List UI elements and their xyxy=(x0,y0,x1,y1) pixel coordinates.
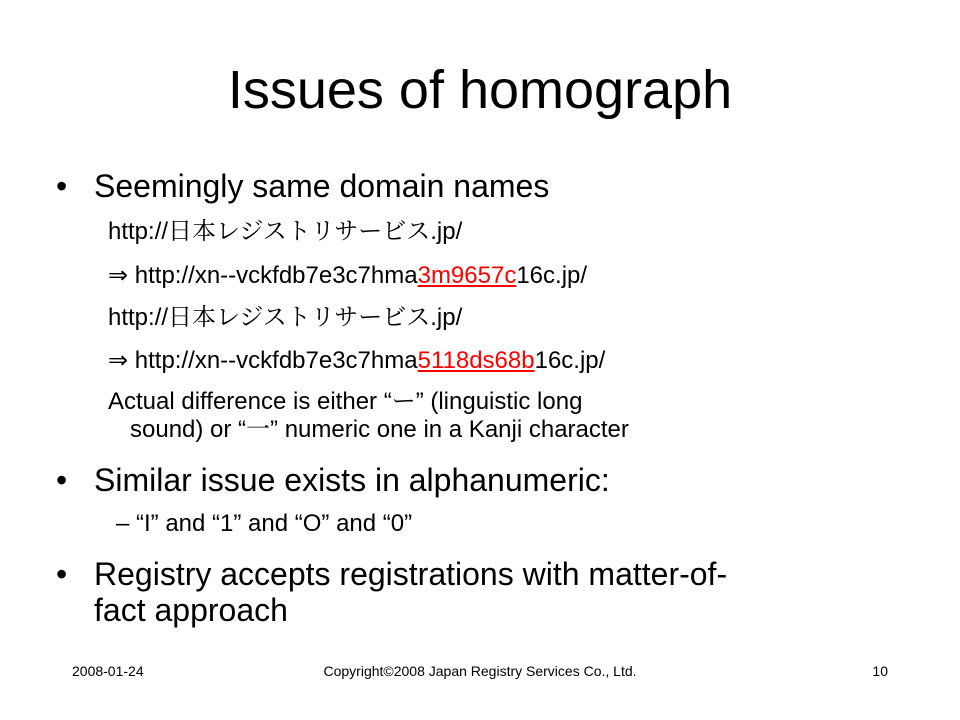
sub-line-difference-note xyxy=(108,388,629,444)
footer-date: 2008-01-24 xyxy=(72,663,144,679)
sub-line-punycode-2 xyxy=(108,347,605,375)
bullet-text: Similar issue exists in alphanumeric: xyxy=(94,462,610,498)
bullet-text-line-1: Registry accepts registrations with matter-of- xyxy=(94,556,728,592)
bullet-similar-issue xyxy=(56,462,610,498)
punycode-suffix: 16c.jp/ xyxy=(516,262,588,289)
punycode-prefix: ⇒ http://xn--vckfdb7e3c7hma xyxy=(108,262,418,289)
slide-title: Issues of homograph xyxy=(227,60,733,120)
sub-line-alphanumeric xyxy=(116,510,413,538)
punycode-prefix: ⇒ http://xn--vckfdb7e3c7hma xyxy=(108,347,418,374)
footer-page-number: 10 xyxy=(872,663,888,679)
bullet-seemingly-same xyxy=(56,168,550,204)
sub-line-url-2: http://日本レジストリサービス.jp/ xyxy=(108,304,463,331)
dash-marker: – xyxy=(116,510,130,537)
punycode-diff-highlight: 3m9657c xyxy=(417,262,517,289)
bullet-dot: • xyxy=(56,168,68,204)
punycode-suffix: 16c.jp/ xyxy=(534,347,606,374)
difference-line-1: Actual difference is either “ー” (linguistic long xyxy=(108,388,583,415)
bullet-dot: • xyxy=(56,556,68,592)
alphanumeric-examples: “I” and “1” and “O” and “0” xyxy=(136,510,413,537)
sub-line-punycode-1 xyxy=(108,262,587,290)
footer-copyright: Copyright©2008 Japan Registry Services Co., Ltd. xyxy=(323,663,637,679)
sub-line-url-1: http://日本レジストリサービス.jp/ xyxy=(108,218,463,245)
punycode-diff-highlight: 5118ds68b xyxy=(417,347,535,374)
bullet-registry-accepts xyxy=(56,556,728,628)
bullet-text-line-2: fact approach xyxy=(94,592,288,628)
difference-line-2: sound) or “一” numeric one in a Kanji character xyxy=(130,416,629,443)
bullet-text: Seemingly same domain names xyxy=(94,168,550,204)
bullet-dot: • xyxy=(56,462,68,498)
